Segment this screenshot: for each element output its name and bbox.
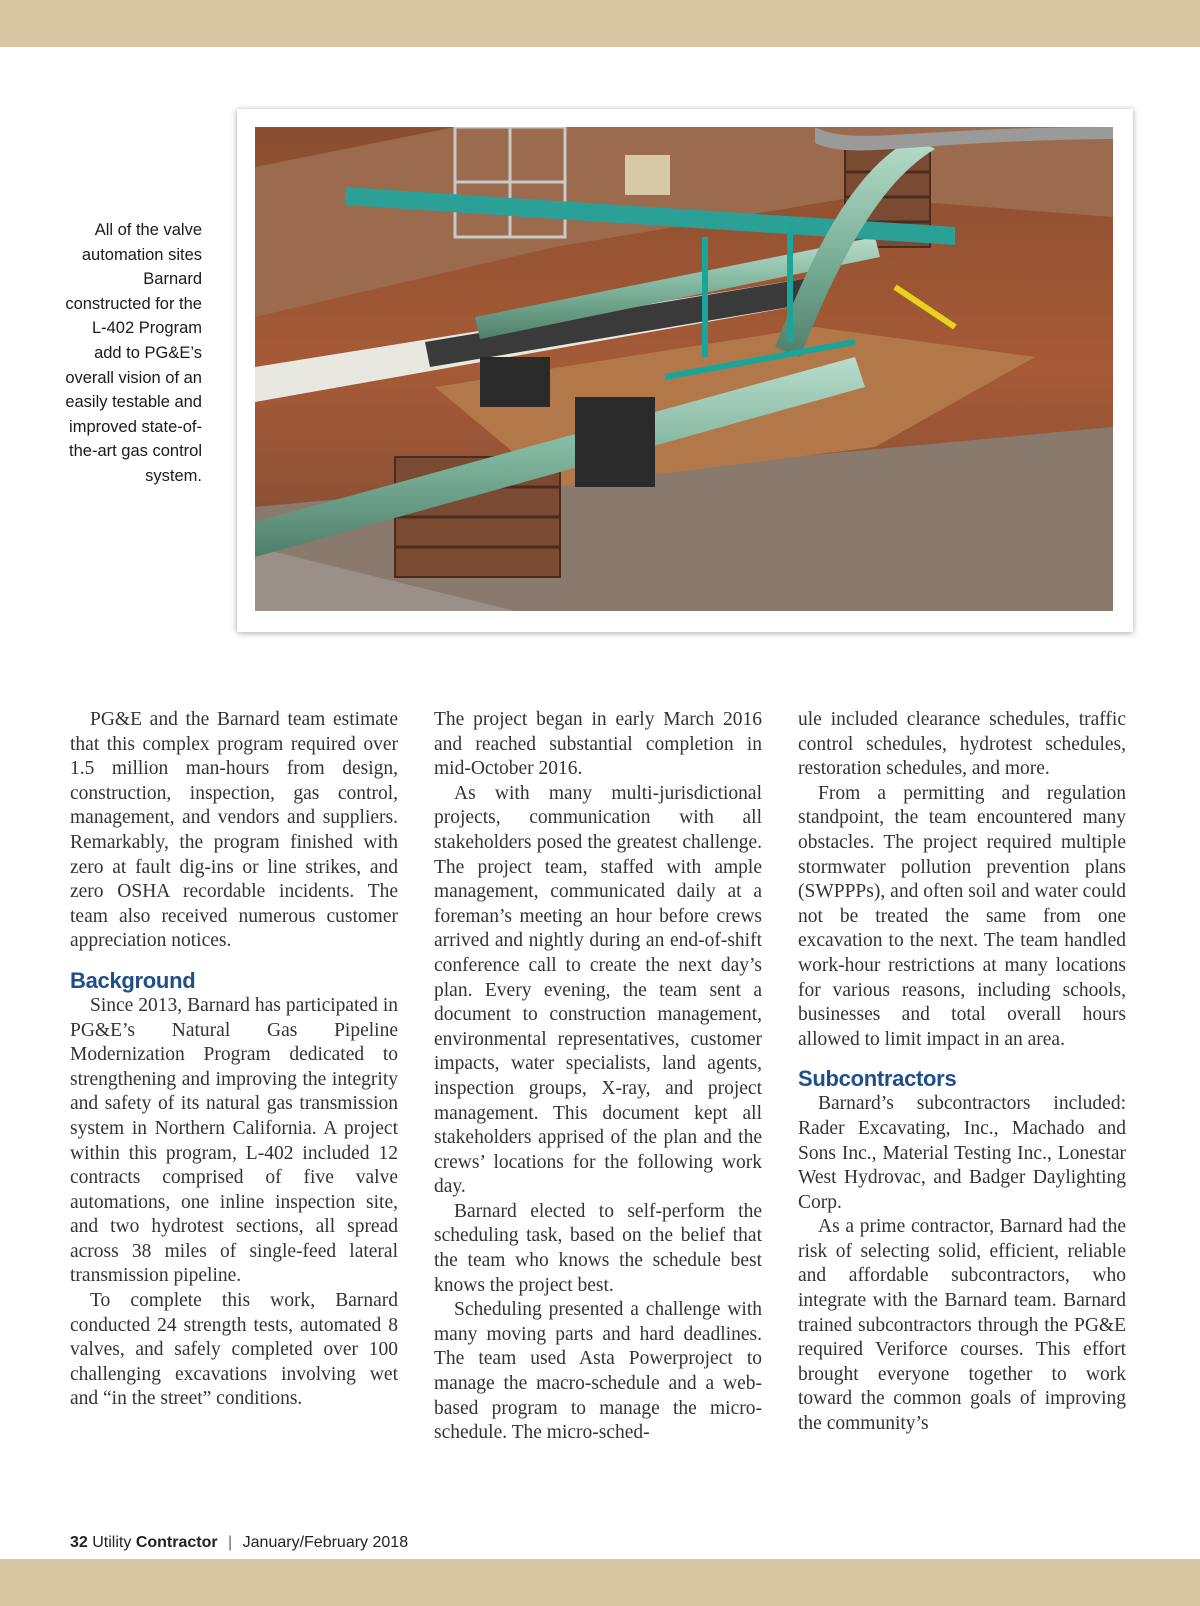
paragraph: As a prime contractor, Barnard had the risk of selecting solid, efficient, reliable and affordable subcontractors, who integrate with the Barnard team. Barnard trained subcontractors through the PG&E required Veriforce courses. This effort brought everyone together to work toward the common goals of improving the community’s: [798, 1216, 1126, 1435]
paragraph: Barnard’s subcontractors included: Rader Excavating, Inc., Machado and Sons Inc., Material Testing Inc., Lonestar West Hydrovac, and Badger Daylighting Corp.: [798, 1093, 1126, 1213]
page-footer: [70, 1534, 408, 1552]
page-number: 32: [70, 1534, 88, 1551]
paragraph: Scheduling presented a challenge with many moving parts and hard deadlines. The team used Asta Powerproject to manage the macro-schedule and a web-based program to manage the micro-schedule. The micro-sched-: [434, 1299, 762, 1444]
footer-separator: |: [228, 1534, 233, 1551]
section-heading-background: Background: [70, 967, 196, 993]
paragraph: As with many multi-jurisdictional projects, communication with all stakeholders posed the greatest challenge. The project team, staffed with ample management, communicated daily at a foreman’s meeting an hour before crews arrived and nightly during an end-of-shift conference call to create the next day’s plan. Every evening, the team sent a document to construction management, environmental representatives, customer impacts, water specialists, land agents, inspection groups, X-ray, and project management. This document kept all stakeholders apprised of the plan and the crews’ locations for the following work day.: [434, 782, 762, 1198]
magazine-name-bold: Contractor: [135, 1534, 218, 1551]
paragraph: PG&E and the Barnard team estimate that this complex program required over 1.5 million man-hours from design, construction, inspection, gas control, management, and vendors and suppliers. Remarkably, the program finished with zero at fault dig-ins or line strikes, and zero OSHA recordable incidents. The team also received numerous customer appreciation notices.: [70, 709, 398, 952]
paragraph: Since 2013, Barnard has participated in PG&E’s Natural Gas Pipeline Modernization Program dedicated to strengthening and improving the integrity and safety of its natural gas transmission system in Northern California. A project within this program, L-402 included 12 contracts comprised of five valve automations, one inline inspection site, and two hydrotest sections, all spread across 38 miles of single-feed lateral transmission pipeline.: [70, 994, 398, 1287]
section-heading-subcontractors: Subcontractors: [798, 1066, 957, 1092]
magazine-name-light: Utility: [92, 1534, 132, 1551]
pipeline-excavation-photo: [255, 127, 1113, 611]
article-column-2: [434, 708, 762, 1446]
bottom-decorative-band: [0, 1559, 1200, 1606]
paragraph: The project began in early March 2016 and reached substantial completion in mid-October 2016.: [434, 709, 762, 780]
paragraph: To complete this work, Barnard conducted 24 strength tests, automated 8 valves, and safely completed over 100 challenging excavations involving wet and “in the street” conditions.: [70, 1290, 398, 1410]
top-decorative-band: [0, 0, 1200, 47]
paragraph: ule included clearance schedules, traffic control schedules, hydrotest schedules, restoration schedules, and more.: [798, 709, 1126, 780]
photo-caption: All of the valve automation sites Barnard constructed for the L-402 Program add to PG&E’s overall vision of an easily testable and improved state-of-the-art gas control system.: [65, 221, 202, 485]
article-column-3: [798, 708, 1126, 1437]
issue-date: January/February 2018: [242, 1534, 409, 1551]
paragraph: From a permitting and regulation standpoint, the team encountered many obstacles. The project required multiple stormwater pollution prevention plans (SWPPPs), and often soil and water could not be treated the same from one excavation to the next. The team handled work-hour restrictions at many locations for various reasons, including schools, businesses and total overall hours allowed to limit impact in an area.: [798, 782, 1126, 1050]
article-column-1: [70, 708, 398, 1412]
photo-frame: [237, 109, 1133, 632]
paragraph: Barnard elected to self-perform the scheduling task, based on the belief that the team who knows the schedule best knows the project best.: [434, 1200, 762, 1296]
